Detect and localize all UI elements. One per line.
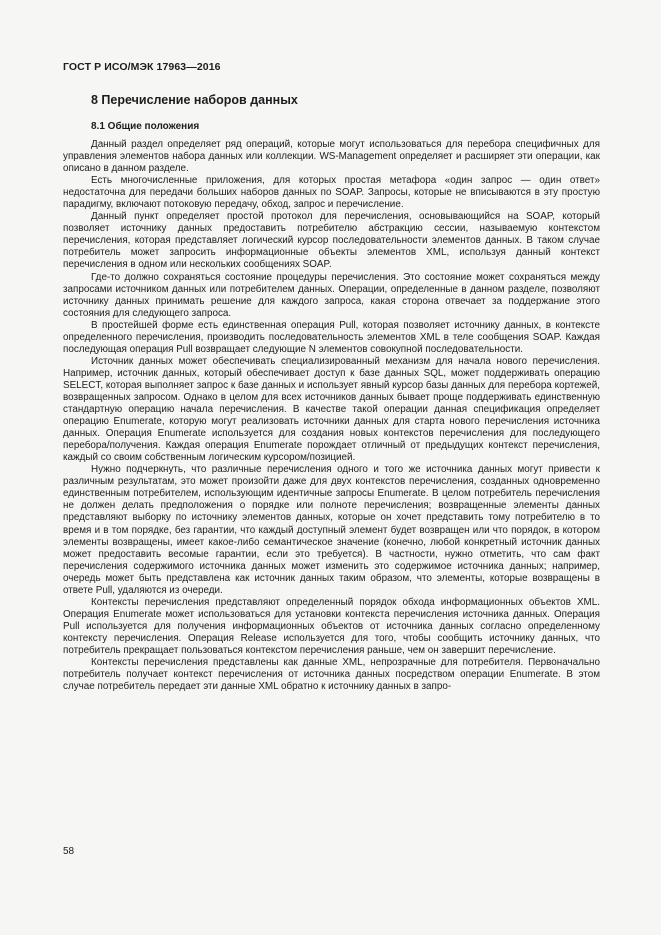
paragraph: Данный пункт определяет простой протокол для перечисления, основывающийся на SOAP, который позволяет источнику данных предоставить потребителю абстракцию сессии, называемую контекстом перечисления, которая представляет логический курсор последовательности элементов данных. В таком случае потребитель может запросить информационные объекты элементов XML, используя данный контекст перечисления в одном или нескольких сообщениях SOAP. [63, 211, 600, 271]
section-title: 8 Перечисление наборов данных [91, 93, 298, 107]
paragraph: Нужно подчеркнуть, что различные перечисления одного и того же источника данных могут привести к различным результатам, это может произойти даже для двух контекстов перечисления, созданных одновременно единственным потребителем, использующим идентичные запросы Enumerate. В целом потребитель перечисления не должен делать предположения о порядке или полноте перечисления; возвращенные элементы данных представляют выборку по источнику элементов данных, которые он хочет представить тому потребителю в то время и в том порядке, без гарантии, что каждый доступный элемент будет возвращен или что порядок, в котором элементы возвращены, имеет какое-либо семантическое значение (конечно, любой конкретный источник данных может предоставить весомые гарантии, если это требуется). В частности, нужно отметить, что сам факт перечисления содержимого источника данных может изменить это содержимое источника данных; например, очередь может быть представлена как источник данных таким образом, что элементы, которые возвращены в ответе Pull, удаляются из очереди. [63, 464, 600, 596]
subsection-title: 8.1 Общие положения [91, 121, 200, 132]
body-text [63, 139, 600, 693]
paragraph: В простейшей форме есть единственная операция Pull, которая позволяет источнику данных, в контексте определенного перечисления, производить последовательность элементов XML в теле сообщения SOAP. Каждая последующая операция Pull возвращает следующие N элементов совокупной последовательности. [63, 319, 600, 355]
paragraph: Источник данных может обеспечивать специализированный механизм для начала нового перечисления. Например, источник данных, который обеспечивает доступ к базе данных SQL, может поддерживать операцию SELECT, которая выполняет запрос к базе данных и использует явный курсор базы данных для перебора кортежей, возвращенных запросом. Однако в целом для всех источников данных бывает проще поддерживать единственную стандартную операцию начала перечисления. В качестве такой операции данная спецификация определяет операцию Enumerate, которую могут реализовать источники данных для старта нового перечисления источника данных. Операция Enumerate используется для создания новых контекстов перечисления для последующего перебора/получения. Каждая операция Enumerate порождает отличный от предыдущих контекст перечисления, каждый со своим собственным логическим курсором/позицией. [63, 355, 600, 464]
paragraph: Контексты перечисления представляют определенный порядок обхода информационных объектов XML. Операция Enumerate может использоваться для установки контекста перечисления источника данных. Операция Pull используется для получения информационных объектов от источника данных согласно определенному контексту перечисления. Операция Release используется для того, чтобы сообщить источнику данных, что потребитель прекращает пользоваться контекстом перечисления раньше, чем он завершит перечисление. [63, 596, 600, 656]
paragraph: Есть многочисленные приложения, для которых простая метафора «один запрос — один ответ» недостаточна для передачи больших наборов данных по SOAP. Запросы, которые не вписываются в эту простую парадигму, включают потоковую передачу, обход, запрос и перечисление. [63, 175, 600, 211]
page-number: 58 [63, 846, 75, 857]
document-header: ГОСТ Р ИСО/МЭК 17963—2016 [63, 61, 221, 73]
paragraph: Где-то должно сохраняться состояние процедуры перечисления. Это состояние может сохраняться между запросами источником данных или потребителем данных. Операции, определенные в данном разделе, позволяют источнику данных принимать решение для каждого запроса, какая сторона отвечает за поддержание этого состояния для следующего запроса. [63, 271, 600, 319]
paragraph: Контексты перечисления представлены как данные XML, непрозрачные для потребителя. Первоначально потребитель получает контекст перечисления от источника данных посредством операции Enumerate. В этом случае потребитель передает эти данные XML обратно к источнику данных в запро- [63, 657, 600, 693]
paragraph: Данный раздел определяет ряд операций, которые могут использоваться для перебора специфичных для управления элементов набора данных или коллекции. WS-Management определяет и расширяет эти операции, как описано в данном разделе. [63, 139, 600, 175]
